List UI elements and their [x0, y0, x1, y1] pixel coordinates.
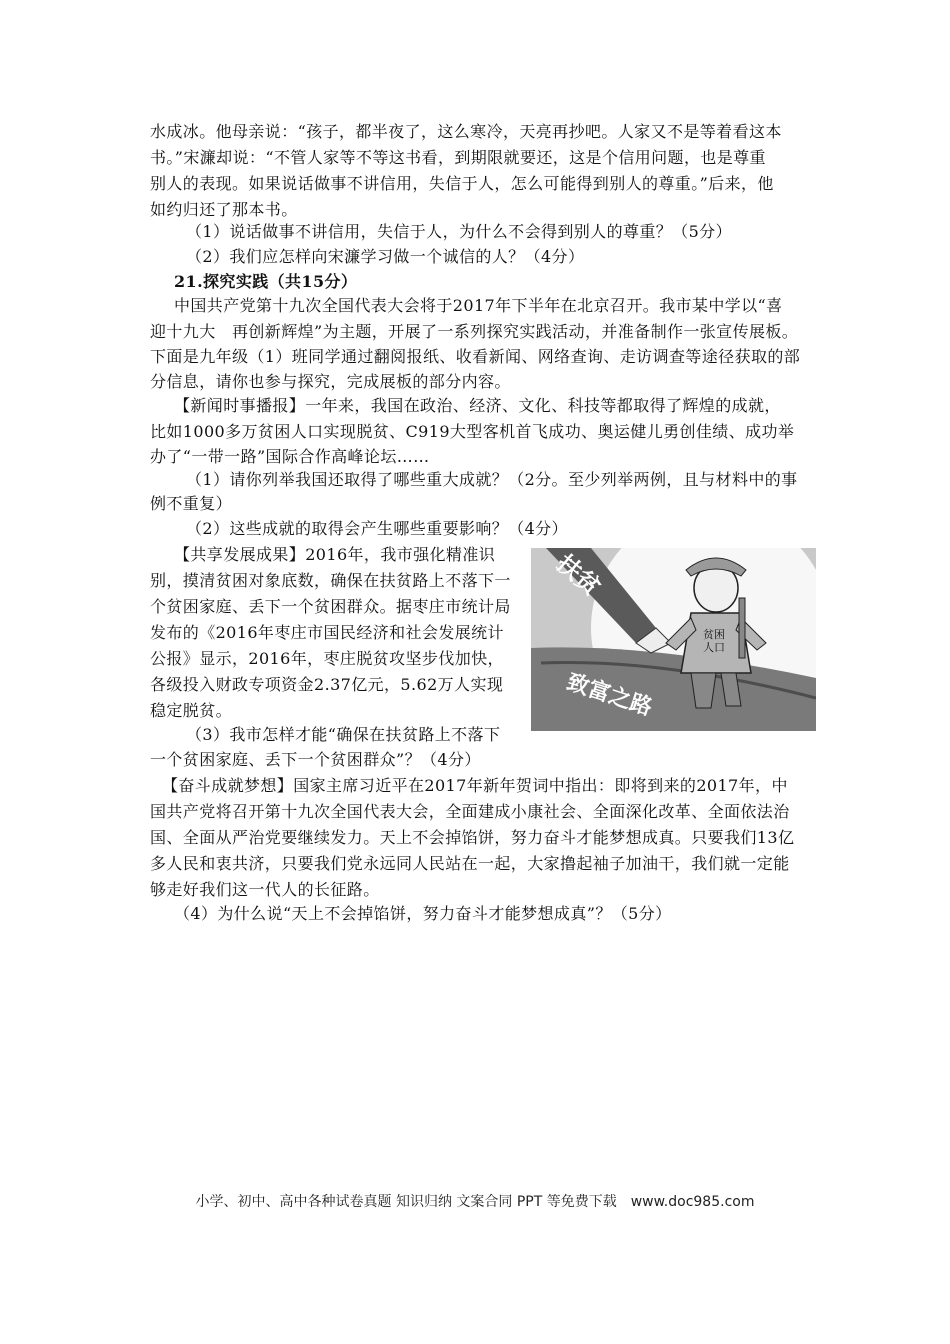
paragraph-line: 下面是九年级（1）班同学通过翻阅报纸、收看新闻、网络查询、走访调查等途径获取的部	[150, 347, 801, 366]
paragraph-line: 别，摸清贫困对象底数，确保在扶贫路上不落下一	[150, 571, 511, 590]
paragraph-line: 发布的《2016年枣庄市国民经济和社会发展统计	[150, 623, 504, 642]
paragraph-line: 个贫困家庭、丢下一个贫困群众。据枣庄市统计局	[150, 597, 511, 616]
paragraph-line: 够走好我们这一代人的长征路。	[150, 880, 380, 899]
question-line: 一个贫困家庭、丢下一个贫困群众”？（4分）	[150, 750, 481, 769]
paragraph-line: 多人民和衷共济，只要我们党永远同人民站在一起，大家撸起袖子加油干，我们就一定能	[150, 854, 790, 873]
paragraph-line: 迎十九大 再创新辉煌”为主题，开展了一系列探究实践活动，并准备制作一张宣传展板。	[150, 322, 799, 341]
question-line: （1）请你列举我国还取得了哪些重大成就？（2分。至少列举两例，且与材料中的事	[186, 470, 798, 489]
paragraph-line: 公报》显示，2016年，枣庄脱贫攻坚步伐加快，	[150, 649, 504, 668]
question-line: （4）为什么说“天上不会掉馅饼，努力奋斗才能梦想成真”？（5分）	[174, 904, 672, 923]
paragraph-line: 中国共产党第十九次全国代表大会将于2017年下半年在北京召开。我市某中学以“喜	[174, 296, 783, 315]
question-line: （1）说话做事不讲信用，失信于人，为什么不会得到别人的尊重？（5分）	[186, 222, 732, 241]
question-line: （2）这些成就的取得会产生哪些重要影响？（4分）	[186, 519, 568, 538]
paragraph-line: 【新闻时事播报】一年来，我国在政治、经济、文化、科技等都取得了辉煌的成就，	[174, 396, 781, 415]
body-label-line: 人口	[703, 641, 725, 654]
paragraph-line: 书。”宋濂却说：“不管人家等不等这书看，到期限就要还，这是个信用问题，也是尊重	[150, 148, 766, 167]
paragraph-line: 水成冰。他母亲说：“孩子，都半夜了，这么寒冷，天亮再抄吧。人家又不是等着看这本	[150, 122, 782, 141]
paragraph-line: 办了“一带一路”国际合作高峰论坛……	[150, 447, 430, 466]
poverty-alleviation-illustration	[531, 548, 816, 731]
section-heading: 21.探究实践（共15分）	[174, 272, 358, 291]
question-line: （3）我市怎样才能“确保在扶贫路上不落下	[186, 725, 501, 744]
road-label: 致富之路	[563, 669, 656, 721]
arm-label: 扶贫	[551, 549, 606, 602]
paragraph-line: 【奋斗成就梦想】国家主席习近平在2017年新年贺词中指出：即将到来的2017年，中	[162, 776, 788, 795]
question-line: （2）我们应怎样向宋濂学习做一个诚信的人？（4分）	[186, 247, 585, 266]
page-footer: 小学、初中、高中各种试卷真题 知识归纳 文案合同 PPT 等免费下载 www.doc985.com	[195, 1194, 755, 1210]
paragraph-line: 【共享发展成果】2016年，我市强化精准识	[174, 545, 496, 564]
paragraph-line: 分信息，请你也参与探究，完成展板的部分内容。	[150, 372, 511, 391]
paragraph-line: 比如1000多万贫困人口实现脱贫、C919大型客机首飞成功、奥运健儿勇创佳绩、成功举	[150, 422, 795, 441]
paragraph-line: 各级投入财政专项资金2.37亿元，5.62万人实现	[150, 675, 504, 694]
paragraph-line: 国、全面从严治党要继续发力。天上不会掉馅饼，努力奋斗才能梦想成真。只要我们13亿	[150, 828, 795, 847]
paragraph-line: 别人的表现。如果说话做事不讲信用，失信于人，怎么可能得到别人的尊重。”后来，他	[150, 174, 774, 193]
question-line: 例不重复）	[150, 494, 233, 513]
body-label-line: 贫困	[703, 628, 725, 641]
paragraph-line: 国共产党将召开第十九次全国代表大会，全面建成小康社会、全面深化改革、全面依法治	[150, 802, 790, 821]
paragraph-line: 如约归还了那本书。	[150, 200, 298, 219]
body-label	[703, 628, 725, 654]
paragraph-line: 稳定脱贫。	[150, 701, 233, 720]
